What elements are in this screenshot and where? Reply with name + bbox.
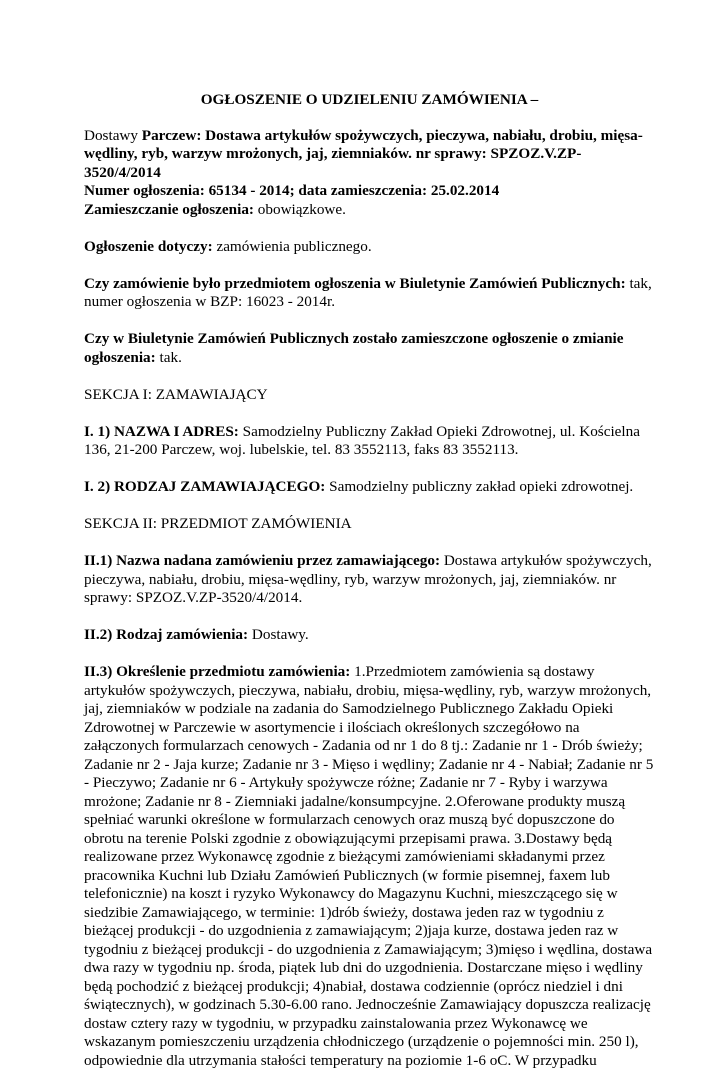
section1-type-paragraph bbox=[84, 478, 655, 497]
change-value: tak. bbox=[155, 348, 182, 366]
document-title: OGŁOSZENIE O UDZIELENIU ZAMÓWIENIA – bbox=[200, 91, 539, 108]
section2-heading: SEKCJA II: PRZEDMIOT ZAMÓWIENIA bbox=[84, 515, 352, 532]
section1-type-label: I. 2) RODZAJ ZAMAWIAJĄCEGO: bbox=[84, 478, 326, 495]
header-block bbox=[84, 127, 655, 220]
header-number-line: Numer ogłoszenia: 65134 - 2014; data zamieszczenia: 25.02.2014 bbox=[84, 182, 500, 199]
section2-name-label: II.1) Nazwa nadana zamówieniu przez zamawiającego: bbox=[84, 552, 441, 569]
header-lead: Dostawy bbox=[84, 126, 142, 144]
change-paragraph bbox=[84, 330, 655, 367]
concerns-paragraph bbox=[84, 238, 655, 257]
section2-kind-label: II.2) Rodzaj zamówienia: bbox=[84, 626, 249, 643]
concerns-label: Ogłoszenie dotyczy: bbox=[84, 237, 213, 255]
change-label: Czy w Biuletynie Zamówień Publicznych zostało zamieszczone ogłoszenie o zmianie ogłoszenia: bbox=[84, 330, 624, 366]
header-subject: Parczew: Dostawa artykułów spożywczych, pieczywa, nabiału, drobiu, mięsa-wędliny, ryb, warzyw mrożonych, jaj, ziemniaków. nr sprawy: SPZOZ.V.ZP-3520/4/2014 bbox=[84, 126, 643, 181]
section2-name-value: Dostawa artykułów spożywczych, pieczywa, nabiału, drobiu, mięsa-wędliny, ryb, warzyw mrożonych, jaj, ziemniaków. nr sprawy: SPZOZ.V.ZP-3520/4/2014. bbox=[84, 552, 652, 606]
section2-desc-label: II.3) Określenie przedmiotu zamówienia: bbox=[84, 663, 351, 680]
section1-name-label: I. 1) NAZWA I ADRES: bbox=[84, 422, 239, 440]
section1-heading: SEKCJA I: ZAMAWIAJĄCY bbox=[84, 385, 268, 403]
section2-kind-value: Dostawy. bbox=[248, 626, 309, 643]
section2-kind-paragraph bbox=[84, 626, 655, 645]
section2-name-paragraph bbox=[84, 552, 655, 608]
section1-name-value: Samodzielny Publiczny Zakład Opieki Zdrowotnej, ul. Kościelna 136, 21-200 Parczew, woj. lubelskie, tel. 83 3552113, faks 83 3552113. bbox=[84, 422, 640, 458]
section1-type-value: Samodzielny publiczny zakład opieki zdrowotnej. bbox=[325, 478, 634, 495]
placement-value: obowiązkowe. bbox=[253, 200, 346, 218]
concerns-value: zamówienia publicznego. bbox=[212, 237, 372, 255]
bzp-label: Czy zamówienie było przedmiotem ogłoszenia w Biuletynie Zamówień Publicznych: bbox=[84, 274, 626, 292]
section2-desc-paragraph bbox=[84, 663, 655, 1070]
section2-desc-value: 1.Przedmiotem zamówienia są dostawy artykułów spożywczych, pieczywa, nabiału, drobiu, mięsa-wędliny, ryb, warzyw mrożonych, jaj, ziemniaków w podziale na zadania do Samodzielnego Publicznego Zakładu Opieki Zdrowotnej w Parczewie w asortymencie i ilościach określonych szczegółowo na załączonych formularzach cenowych - Zadania od nr 1 do 8 tj.: Zadanie nr 1 - Drób świeży; Zadanie nr 2 - Jaja kurze; Zadanie nr 3 - Mięso i wędliny; Zadanie nr 4 - Nabiał; Zadanie nr 5 - Pieczywo; Zadanie nr 6 - Artykuły spożywcze różne; Zadanie nr 7 - Ryby i warzywa mrożone; Zadanie nr 8 - Ziemniaki jadalne/konsumpcyjne. 2.Oferowane produkty muszą spełniać warunki określone w formularzach cenowych oraz muszą być dopuszczone do obrotu na terenie Polski zgodnie z obowiązującymi przepisami prawa. 3.Dostawy będą realizowane przez Wykonawcę zgodnie z bieżącymi zamówieniami składanymi przez pracownika Kuchni lub Działu Zamówień Publicznych (w formie pisemnej, faxem lub telefonicznie) na koszt i ryzyko Wykonawcy do Magazynu Kuchni, mieszczącego się w siedzibie Zamawiającego, w terminie: 1)drób świeży, dostawa jeden raz w tygodniu z bieżącej produkcji - do uzgodnienia z zamawiającym; 2)jaja kurze, dostawa jeden raz w tygodniu z bieżącej produkcji - do uzgodnienia z Zamawiającym; 3)mięso i wędlina, dostawa dwa razy w tygodniu np. środa, piątek lub dni do uzgodnienia. Dostarczane mięso i wędliny będą pochodzić z bieżącej produkcji; 4)nabiał, dostawa codziennie (oprócz niedziel i dni świątecznych), w godzinach 5.30-6.00 rano. Jednocześnie Zamawiający dopuszcza realizację dostaw cztery razy w tygodniu, w przypadku zainstalowania przez Wykonawcę we wskazanym pomieszczeniu urządzenia chłodniczego (urządzenie o pojemności min. 250 l), odpowiednie dla utrzymania stałości temperatury na poziomie 1-6 oC. W przypadku bbox=[84, 663, 654, 1069]
bzp-value: tak, numer ogłoszenia w BZP: 16023 - 2014r. bbox=[84, 274, 652, 310]
placement-label: Zamieszczanie ogłoszenia: bbox=[84, 200, 254, 218]
bzp-paragraph bbox=[84, 275, 655, 312]
section1-name-paragraph bbox=[84, 423, 655, 460]
